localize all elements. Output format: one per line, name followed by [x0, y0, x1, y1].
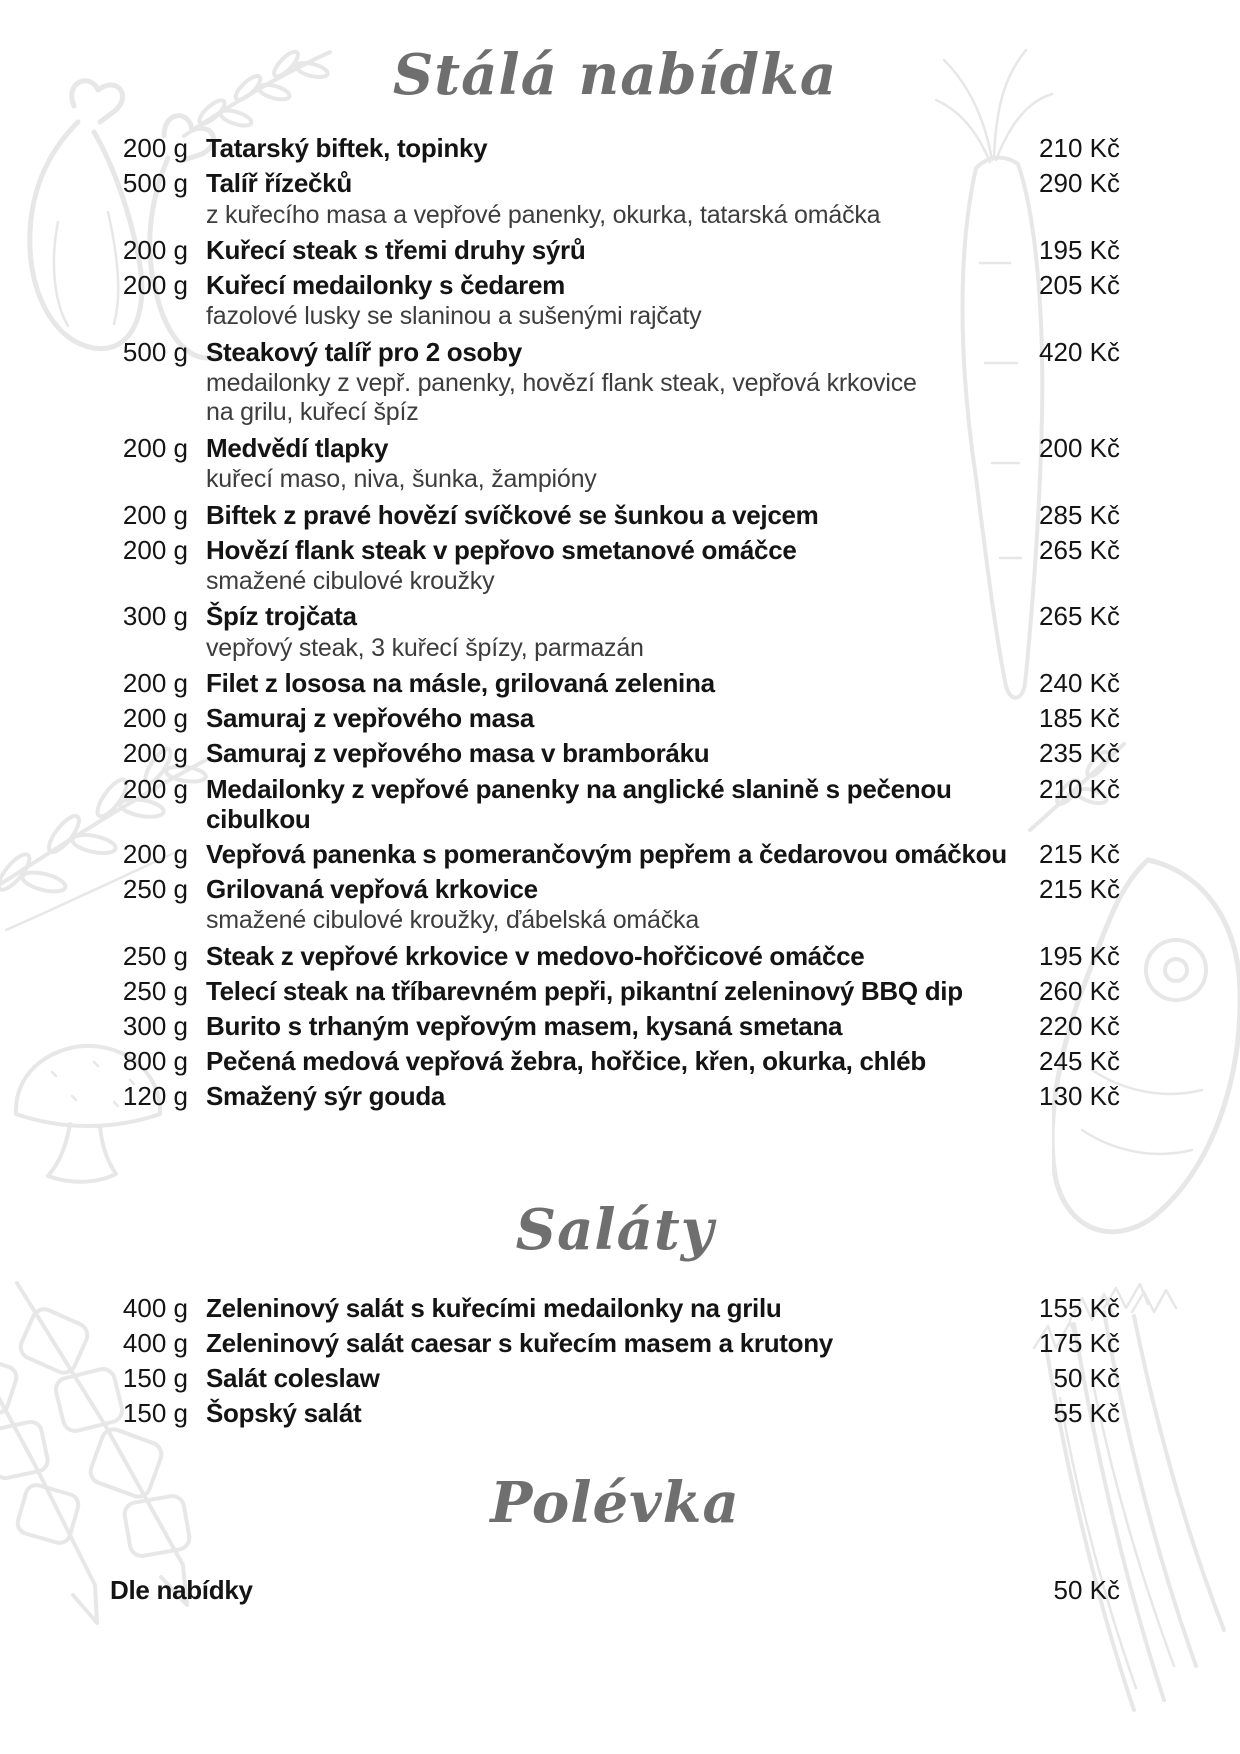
section-rows — [110, 133, 1120, 1111]
item-name: Kuřecí medailonky s čedarem — [206, 270, 565, 301]
item-weight: 250 g — [122, 874, 188, 905]
menu-item-row — [110, 1398, 1120, 1428]
menu-item-row — [110, 433, 1120, 495]
menu-item-row — [110, 1011, 1120, 1041]
menu-item-row — [110, 1293, 1120, 1323]
item-description: kuřecí maso, niva, šunka, žampióny — [206, 465, 597, 494]
item-text — [206, 1363, 1036, 1393]
item-weight: 500 g — [122, 336, 188, 367]
menu-item-row — [110, 668, 1120, 698]
item-name: Filet z lososa na másle, grilovaná zelenina — [206, 668, 715, 699]
menu-item-row — [110, 500, 1120, 530]
menu-item-row — [110, 1328, 1120, 1358]
item-weight: 150 g — [122, 1398, 188, 1429]
item-name: Biftek z pravé hovězí svíčkové se šunkou a vejcem — [206, 499, 819, 530]
item-weight: 400 g — [122, 1327, 188, 1358]
item-name: Hovězí flank steak v pepřovo smetanové omáčce — [206, 534, 797, 565]
menu-item-row — [110, 976, 1120, 1006]
item-text — [206, 976, 1021, 1006]
menu-section — [110, 42, 1120, 1111]
item-name: Telecí steak na tříbarevném pepři, pikantní zeleninový BBQ dip — [206, 975, 963, 1006]
menu-item-row — [110, 738, 1120, 768]
item-name: Dle nabídky — [110, 1575, 253, 1606]
item-weight: 300 g — [122, 1011, 188, 1041]
menu-item-row — [110, 774, 1120, 834]
item-price: 175 Kč — [1039, 1327, 1120, 1358]
menu-item-row — [110, 1575, 1120, 1605]
item-text — [206, 337, 1021, 428]
section-title: Polévka — [490, 1470, 740, 1537]
item-weight: 200 g — [122, 534, 188, 565]
item-name: Samuraj z vepřového masa — [206, 703, 535, 734]
item-text — [206, 535, 1021, 597]
item-name: Talíř řízečků — [206, 168, 352, 199]
item-name: Samuraj z vepřového masa v bramboráku — [206, 738, 710, 769]
item-price: 290 Kč — [1039, 168, 1120, 199]
item-name: Medvědí tlapky — [206, 432, 389, 463]
item-price: 205 Kč — [1039, 270, 1120, 301]
item-price: 50 Kč — [1053, 1362, 1120, 1393]
item-text — [206, 433, 1021, 495]
menu-item-row — [110, 235, 1120, 265]
item-description: smažené cibulové kroužky — [206, 566, 495, 595]
item-weight: 200 g — [122, 738, 188, 769]
item-name: Zeleninový salát s kuřecími medailonky na grilu — [206, 1292, 782, 1323]
item-price: 195 Kč — [1039, 940, 1120, 971]
item-text — [110, 1575, 1036, 1605]
menu-item-row — [110, 270, 1120, 332]
menu-item-row — [110, 133, 1120, 163]
item-price: 55 Kč — [1053, 1398, 1120, 1429]
item-text — [206, 839, 1021, 869]
item-text — [206, 1293, 1021, 1323]
item-name: Kuřecí steak s třemi druhy sýrů — [206, 235, 586, 265]
item-text — [206, 168, 1021, 230]
item-name: Špíz trojčata — [206, 601, 357, 632]
item-name: Vepřová panenka s pomerančovým pepřem a čedarovou omáčkou — [206, 838, 1007, 869]
item-price: 185 Kč — [1039, 703, 1120, 734]
item-weight: 200 g — [122, 432, 188, 463]
item-price: 220 Kč — [1039, 1011, 1120, 1041]
menu-section — [110, 1197, 1120, 1428]
section-rows — [110, 1575, 1120, 1605]
item-price: 265 Kč — [1039, 601, 1120, 632]
menu-item-row — [110, 874, 1120, 936]
item-weight: 200 g — [122, 499, 188, 530]
item-description: z kuřecího masa a vepřové panenky, okurka, tatarská omáčka — [206, 200, 881, 229]
menu-item-row — [110, 839, 1120, 869]
item-weight: 200 g — [122, 703, 188, 734]
item-weight: 200 g — [122, 838, 188, 869]
item-weight: 250 g — [122, 940, 188, 971]
item-name: Zeleninový salát caesar s kuřecím masem a krutony — [206, 1327, 833, 1358]
item-text — [206, 774, 1021, 834]
item-name: Tatarský biftek, topinky — [206, 133, 488, 164]
section-title: Saláty — [515, 1197, 715, 1264]
item-price: 235 Kč — [1039, 738, 1120, 769]
item-name: Šopský salát — [206, 1398, 362, 1429]
item-text — [206, 874, 1021, 936]
item-weight: 200 g — [122, 133, 188, 164]
menu-item-row — [110, 703, 1120, 733]
item-description: medailonky z vepř. panenky, hovězí flank steak, vepřová krkovice na grilu, kuřecí špíz — [206, 368, 917, 427]
item-weight: 250 g — [122, 975, 188, 1006]
item-text — [206, 1081, 1021, 1111]
menu-item-row — [110, 337, 1120, 428]
item-price: 50 Kč — [1053, 1575, 1120, 1606]
item-text — [206, 1398, 1036, 1428]
item-name: Pečená medová vepřová žebra, hořčice, křen, okurka, chléb — [206, 1046, 926, 1077]
item-name: Smažený sýr gouda — [206, 1081, 446, 1112]
item-name: Grilovaná vepřová krkovice — [206, 874, 538, 905]
item-text — [206, 133, 1021, 163]
item-weight: 500 g — [122, 168, 188, 199]
item-weight: 200 g — [122, 668, 188, 699]
item-name: Salát coleslaw — [206, 1362, 380, 1393]
item-text — [206, 235, 1021, 265]
item-text — [206, 601, 1021, 663]
item-name: Burito s trhaným vepřovým masem, kysaná smetana — [206, 1011, 843, 1041]
section-rows — [110, 1293, 1120, 1429]
item-weight: 300 g — [122, 601, 188, 632]
item-price: 420 Kč — [1039, 336, 1120, 367]
menu-section — [110, 1470, 1120, 1605]
item-text — [206, 500, 1021, 530]
item-text — [206, 668, 1021, 698]
menu-item-row — [110, 535, 1120, 597]
item-price: 210 Kč — [1039, 773, 1120, 804]
menu-item-row — [110, 1363, 1120, 1393]
item-description: fazolové lusky se slaninou a sušenými rajčaty — [206, 302, 702, 331]
item-price: 215 Kč — [1039, 874, 1120, 905]
item-price: 245 Kč — [1039, 1046, 1120, 1077]
item-text — [206, 703, 1021, 733]
menu-item-row — [110, 168, 1120, 230]
item-price: 240 Kč — [1039, 668, 1120, 699]
item-price: 260 Kč — [1039, 975, 1120, 1006]
item-weight: 200 g — [122, 270, 188, 301]
item-text — [206, 738, 1021, 768]
item-text — [206, 270, 1021, 332]
item-price: 215 Kč — [1039, 838, 1120, 869]
item-price: 210 Kč — [1039, 133, 1120, 164]
menu-item-row — [110, 1046, 1120, 1076]
item-description: smažené cibulové kroužky, ďábelská omáčka — [206, 906, 700, 935]
item-price: 265 Kč — [1039, 534, 1120, 565]
item-weight: 120 g — [122, 1081, 188, 1112]
menu-sections — [110, 42, 1120, 1606]
item-price: 285 Kč — [1039, 499, 1120, 530]
item-weight: 200 g — [122, 773, 188, 804]
item-text — [206, 1011, 1021, 1041]
menu-item-row — [110, 1081, 1120, 1111]
item-price: 200 Kč — [1039, 432, 1120, 463]
item-weight: 400 g — [122, 1292, 188, 1323]
item-name: Medailonky z vepřové panenky na anglické slanině s pečenou cibulkou — [206, 773, 952, 834]
item-name: Steakový talíř pro 2 osoby — [206, 336, 522, 367]
item-weight: 800 g — [122, 1046, 188, 1077]
item-text — [206, 1046, 1021, 1076]
item-price: 155 Kč — [1039, 1292, 1120, 1323]
item-weight: 150 g — [122, 1362, 188, 1393]
item-text — [206, 1328, 1021, 1358]
menu-item-row — [110, 601, 1120, 663]
item-price: 195 Kč — [1039, 235, 1120, 265]
item-text — [206, 941, 1021, 971]
menu-item-row — [110, 941, 1120, 971]
item-description: vepřový steak, 3 kuřecí špízy, parmazán — [206, 633, 644, 662]
item-price: 130 Kč — [1039, 1081, 1120, 1112]
item-name: Steak z vepřové krkovice v medovo-hořčicové omáčce — [206, 940, 865, 971]
section-title: Stálá nabídka — [392, 42, 838, 108]
item-weight: 200 g — [122, 235, 188, 265]
